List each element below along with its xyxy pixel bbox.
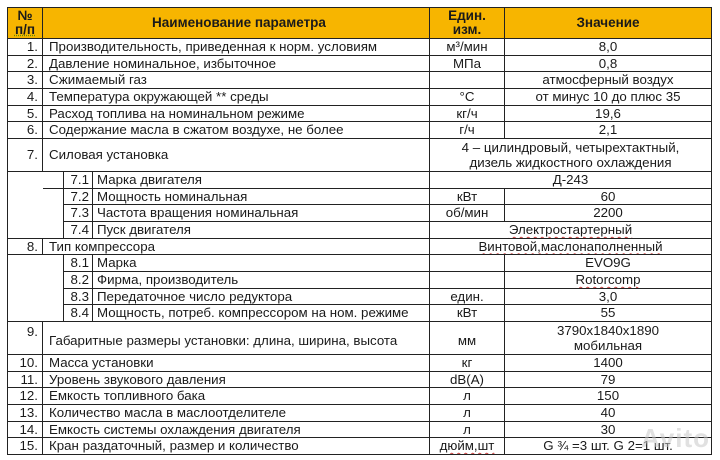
subrow-value: 55 xyxy=(505,305,712,322)
table-row xyxy=(7,89,712,106)
row-num: 5. xyxy=(7,106,43,121)
header-unit-line1: Един. xyxy=(448,8,486,23)
row-num: 12. xyxy=(7,388,43,404)
row-value-line1: 4 – цилиндровый, четырехтактный, xyxy=(461,140,680,155)
row-value: 30 xyxy=(505,422,712,437)
row-num-empty xyxy=(7,205,43,222)
row-value-line2: дизель жидкостного охлаждения xyxy=(469,155,672,170)
row-unit: МПа xyxy=(430,56,505,71)
subrow-unit xyxy=(430,255,505,272)
row-unit: л xyxy=(430,405,505,421)
subrow-name: Частота вращения номинальная xyxy=(93,205,430,222)
row-value: 1400 xyxy=(505,355,712,371)
row-unit: мм xyxy=(430,322,505,354)
row-name: Расход топлива на номинальном режиме xyxy=(43,106,430,121)
row-num-empty xyxy=(7,305,43,322)
row-name: Сжимаемый газ xyxy=(43,72,430,88)
row-value xyxy=(430,139,712,171)
row-num: 15. xyxy=(7,438,43,454)
row-name: Производительность, приведенная к норм. условиям xyxy=(43,39,430,55)
table-row xyxy=(7,355,712,372)
table-subrow xyxy=(7,289,712,305)
header-num-line2: п/п xyxy=(14,22,36,37)
subrow-value xyxy=(430,222,712,239)
row-name: Уровень звукового давления xyxy=(43,372,430,387)
subrow-value: Д-243 xyxy=(430,172,712,189)
row-value-line1: 3790x1840x1890 xyxy=(556,323,660,338)
subrow-value: 60 xyxy=(505,189,712,205)
row-value: от минус 10 до плюс 35 xyxy=(505,89,712,105)
row-name: Габаритные размеры установки: длина, ширина, высота xyxy=(43,322,430,354)
indent-cell xyxy=(43,289,63,305)
table-header xyxy=(7,7,712,39)
table-subrow xyxy=(7,305,712,322)
indent-cell xyxy=(43,272,63,289)
subrow-unit xyxy=(430,272,505,289)
row-num: 3. xyxy=(7,72,43,88)
table-subrow xyxy=(7,255,712,272)
indent-cell xyxy=(43,305,63,322)
row-name: Масса установки xyxy=(43,355,430,371)
header-unit xyxy=(430,8,505,38)
row-value: G ¾ =3 шт. G 2=1 шт. xyxy=(505,438,712,454)
indent-cell xyxy=(43,172,63,189)
row-num-empty xyxy=(7,189,43,205)
table-row xyxy=(7,122,712,139)
row-num: 6. xyxy=(7,122,43,138)
subrow-value: 2200 xyxy=(505,205,712,222)
row-value: 19,6 xyxy=(505,106,712,121)
row-unit xyxy=(430,438,505,454)
row-num: 9. xyxy=(7,322,43,354)
subrow-value: 3,0 xyxy=(505,289,712,305)
table-row-power-unit xyxy=(7,139,712,172)
row-name: Кран раздаточный, размер и количество xyxy=(43,438,430,454)
row-value-text: Винтовой,маслонаполненный xyxy=(478,239,663,254)
subrow-value: EVO9G xyxy=(505,255,712,272)
subrow-value-text: Электростартерный xyxy=(508,222,633,237)
row-name: Тип компрессора xyxy=(43,239,430,254)
indent-cell xyxy=(43,189,63,205)
subrow-num: 8.3 xyxy=(63,289,93,305)
row-name: Содержание масла в сжатом воздухе, не более xyxy=(43,122,430,138)
row-name: Емкость топливного бака xyxy=(43,388,430,404)
subrow-name: Мощность, потреб. компрессором на ном. режиме xyxy=(93,305,430,322)
indent-cell xyxy=(43,205,63,222)
row-value xyxy=(505,322,712,354)
subrow-unit: кВт xyxy=(430,189,505,205)
table-subrow xyxy=(7,205,712,222)
header-unit-line2: изм. xyxy=(452,22,482,37)
row-num-empty xyxy=(7,222,43,239)
table-row xyxy=(7,39,712,56)
subrow-num: 7.1 xyxy=(63,172,93,189)
row-unit xyxy=(430,72,505,88)
row-num: 2. xyxy=(7,56,43,71)
row-unit: °С xyxy=(430,89,505,105)
row-num: 10. xyxy=(7,355,43,371)
row-unit: л xyxy=(430,388,505,404)
row-num: 7. xyxy=(7,139,43,171)
row-value: атмосферный воздух xyxy=(505,72,712,88)
row-num: 8. xyxy=(7,239,43,254)
row-unit: л xyxy=(430,422,505,437)
header-value: Значение xyxy=(505,8,712,38)
table-row-dimensions xyxy=(7,322,712,355)
table-subrow xyxy=(7,272,712,289)
subrow-num: 8.2 xyxy=(63,272,93,289)
table-subrow xyxy=(7,189,712,205)
watermark-logo: Avito xyxy=(640,423,710,453)
subrow-num: 8.1 xyxy=(63,255,93,272)
subrow-name: Фирма, производитель xyxy=(93,272,430,289)
subrow-name: Передаточное число редуктора xyxy=(93,289,430,305)
row-name: Емкость системы охлаждения двигателя xyxy=(43,422,430,437)
row-num-empty xyxy=(7,255,43,272)
subrow-name: Пуск двигателя xyxy=(93,222,430,239)
subrow-num: 8.4 xyxy=(63,305,93,322)
subrow-num: 7.4 xyxy=(63,222,93,239)
table-row xyxy=(7,405,712,422)
subrow-value-text: Rotorcomp xyxy=(575,272,641,287)
row-num: 1. xyxy=(7,39,43,55)
row-num-empty xyxy=(7,289,43,305)
row-unit: г/ч xyxy=(430,122,505,138)
row-unit: dB(A) xyxy=(430,372,505,387)
subrow-unit: об/мин xyxy=(430,205,505,222)
subrow-value xyxy=(505,272,712,289)
row-num-empty xyxy=(7,172,43,189)
row-value: 40 xyxy=(505,405,712,421)
table-row xyxy=(7,72,712,89)
row-name: Количество масла в маслоотделителе xyxy=(43,405,430,421)
row-value-line2: мобильная xyxy=(573,338,643,353)
row-unit-text: дюйм,шт xyxy=(439,438,495,453)
table-subrow xyxy=(7,222,712,239)
row-unit: м³/мин xyxy=(430,39,505,55)
table-row xyxy=(7,422,712,438)
row-unit: кг xyxy=(430,355,505,371)
row-num: 11. xyxy=(7,372,43,387)
table-subrow xyxy=(7,172,712,189)
row-unit: кг/ч xyxy=(430,106,505,121)
row-value: 150 xyxy=(505,388,712,404)
row-name: Силовая установка xyxy=(43,139,430,171)
subrow-name: Мощность номинальная xyxy=(93,189,430,205)
row-value: 0,8 xyxy=(505,56,712,71)
subrow-name: Марка двигателя xyxy=(93,172,430,189)
row-value: 79 xyxy=(505,372,712,387)
header-num xyxy=(7,8,43,38)
row-value: 8,0 xyxy=(505,39,712,55)
row-name: Давление номинальное, избыточное xyxy=(43,56,430,71)
table-row xyxy=(7,438,712,455)
subrow-name: Марка xyxy=(93,255,430,272)
indent-cell xyxy=(43,255,63,272)
spec-table xyxy=(7,7,712,455)
table-row xyxy=(7,56,712,72)
header-num-line1: № xyxy=(17,8,33,23)
subrow-unit: един. xyxy=(430,289,505,305)
row-num-empty xyxy=(7,272,43,289)
table-row xyxy=(7,106,712,122)
row-value xyxy=(430,239,712,254)
row-num: 4. xyxy=(7,89,43,105)
header-name: Наименование параметра xyxy=(43,8,430,38)
subrow-unit: кВт xyxy=(430,305,505,322)
subrow-num: 7.2 xyxy=(63,189,93,205)
table-row xyxy=(7,388,712,405)
row-name: Температура окружающей ** среды xyxy=(43,89,430,105)
row-num: 13. xyxy=(7,405,43,421)
subrow-num: 7.3 xyxy=(63,205,93,222)
table-row-compressor xyxy=(7,239,712,255)
row-value: 2,1 xyxy=(505,122,712,138)
table-row xyxy=(7,372,712,388)
indent-cell xyxy=(43,222,63,239)
row-num: 14. xyxy=(7,422,43,437)
